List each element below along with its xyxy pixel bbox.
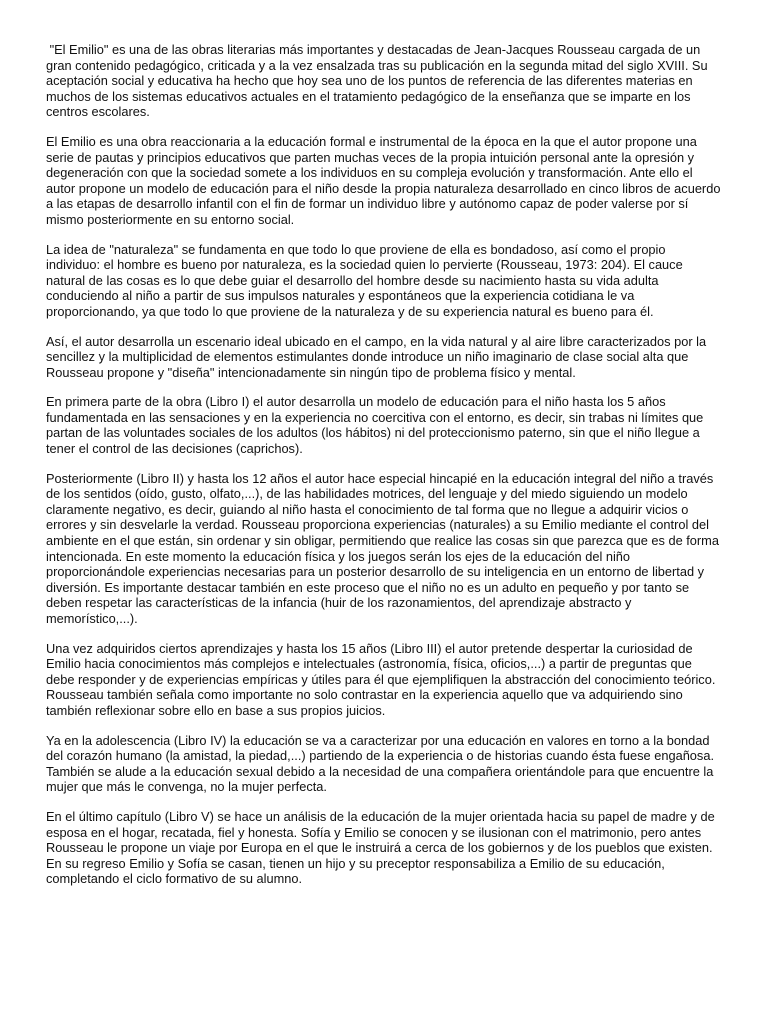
paragraph-book-two: Posteriormente (Libro II) y hasta los 12 años el autor hace especial hincapié en la educación integral del niño a través de los sentidos (oído, gusto, olfato,...), de las habilidades motrices, del lenguaje y del miedo siguiendo un modelo claramente negativo, es decir, guiando al niño hasta el conocimiento de tal forma que no llegue a adquirir vicios o errores y sin desvelarle la verdad. Rousseau proporciona experiencias (naturales) a su Emilio mediante el control del ambiente en el que están, sin ordenar y sin obligar, permitiendo que realice las cosas sin que parezca que es de forma intencionada. En este momento la educación física y los juegos serán los ejes de la educación del niño proporcionándole experiencias necesarias para un posterior desarrollo de su inteligencia en un entorno de libertad y diversión. Es importante destacar también en este proceso que el niño no es un adulto en pequeño y por tanto se deben respetar las características de la infancia (huir de los razonamientos, del aprendizaje abstracto y memorístico,...). xyxy=(46,470,723,626)
paragraph-reactionary-work: El Emilio es una obra reaccionaria a la educación formal e instrumental de la época en la que el autor propone una serie de pautas y principios educativos que parten muchas veces de la propia intuición personal ante la opresión y degeneración con que la sociedad somete a los individuos en su compleja evolución y transformación. Ante ello el autor propone un modelo de educación para el niño desde la propia naturaleza desarrollado en cinco libros de acuerdo a las etapas de desarrollo infantil con el fin de formar un individuo libre y autónomo capaz de poder valerse por sí mismo posteriormente en su entorno social. xyxy=(46,133,724,227)
paragraph-book-one: En primera parte de la obra (Libro I) el autor desarrolla un modelo de educación para el niño hasta los 5 años fundamentada en las sensaciones y en la experiencia no coercitiva con el entorno, es decir, sin trabas ni límites que partan de las voluntades sociales de los adultos (los hábitos) ni del proteccionismo paterno, sin que el niño llegue a tener el control de las decisiones (caprichos). xyxy=(46,394,707,457)
paragraph-ideal-setting: Así, el autor desarrolla un escenario ideal ubicado en el campo, en la vida natural y al aire libre caracterizados por la sencillez y la multiplicidad de elementos estimulantes donde introduce un niño imaginario de clase social alta que Rousseau propone y "diseña" intencionadamente sin ningún tipo de problema físico y mental. xyxy=(46,333,710,380)
paragraph-book-four: Ya en la adolescencia (Libro IV) la educación se va a caracterizar por una educación en valores en torno a la bondad del corazón humano (la amistad, la piedad,...) partiendo de la experiencia o de historias cuando ésta fuese engañosa. También se alude a la educación sexual debido a la necesidad de una compañera orientándole para que encuentre la mujer que más le convenga, no la mujer perfecta. xyxy=(46,732,718,795)
paragraph-book-five: En el último capítulo (Libro V) se hace un análisis de la educación de la mujer orientada hacia su papel de madre y de esposa en el hogar, recatada, fiel y honesta. Sofía y Emilio se conocen y se ilusionan con el matrimonio, pero antes Rousseau le propone un viaje por Europa en el que le instruirá a cerca de los gobiernos y de los pueblos que existen. En su regreso Emilio y Sofía se casan, tienen un hijo y su preceptor responsabiliza a Emilio de su educación, completando el ciclo formativo de su alumno. xyxy=(46,808,719,887)
paragraph-intro: "El Emilio" es una de las obras literarias más importantes y destacadas de Jean-Jacques Rousseau cargada de un gran contenido pedagógico, criticada y a la vez ensalzada tras su publicación en la segunda mitad del siglo XVIII. Su aceptación social y educativa ha hecho que hoy sea uno de los puntos de referencia de las diferentes materias en muchos de los sistemas educativos actuales en el tratamiento pedagógico de la enseñanza que se imparte en los centros escolares. xyxy=(46,42,712,120)
paragraph-book-three: Una vez adquiridos ciertos aprendizajes y hasta los 15 años (Libro III) el autor pretende despertar la curiosidad de Emilio hacia conocimientos más complejos e intelectuales (astronomía, física, oficios,...) a partir de preguntas que debe responder y de experiencias empíricas y útiles para él que ejemplifiquen la abstracción del conocimiento teórico. Rousseau también señala como importante no solo contrastar en la experiencia aquello que va adquiriendo sino también reflexionar sobre ello en base a sus propios juicios. xyxy=(46,640,719,718)
paragraph-nature-idea: La idea de "naturaleza" se fundamenta en que todo lo que proviene de ella es bondadoso, así como el propio individuo: el hombre es bueno por naturaleza, es la sociedad quien lo pervierte (Rousseau, 1973: 204). El cauce natural de las cosas es lo que debe guiar el desarrollo del hombre desde su nacimiento hasta su vida adulta conduciendo al niño a partir de sus impulsos naturales y espontáneos que la experiencia cotidiana le va proporcionando, ya que todo lo que proviene de la naturaleza y de su experiencia natural es bueno para él. xyxy=(46,241,687,319)
